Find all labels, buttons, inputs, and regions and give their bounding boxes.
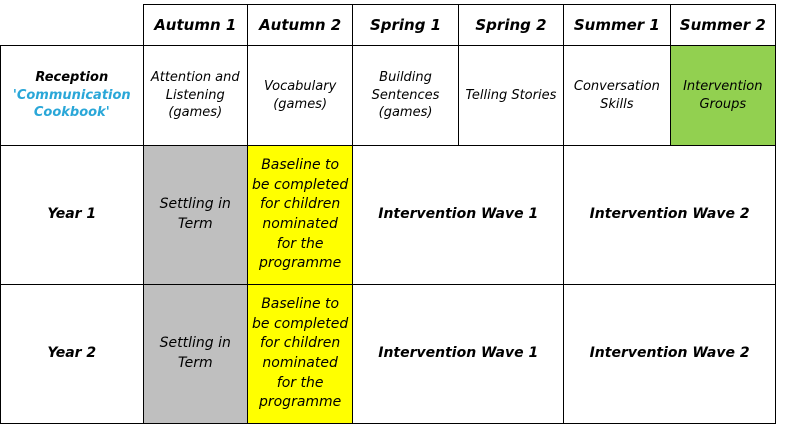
reception-summer-2: Intervention Groups (670, 46, 775, 146)
reception-autumn-2: Vocabulary (games) (247, 46, 352, 146)
header-autumn-2: Autumn 2 (247, 5, 352, 46)
reception-summer-1: Conversation Skills (564, 46, 670, 146)
year-1-label: Year 1 (1, 146, 144, 285)
reception-row (1, 46, 776, 146)
reception-subtitle: 'Communication Cookbook' (12, 87, 131, 121)
header-spring-1: Spring 1 (353, 5, 458, 46)
reception-autumn-1: Attention and Listening (games) (143, 46, 247, 146)
reception-title: Reception (35, 70, 109, 86)
year-1-wave-1-cell: Intervention Wave 1 (353, 146, 564, 285)
year-2-row (1, 285, 776, 424)
reception-spring-2: Telling Stories (458, 46, 563, 146)
reception-spring-1: Building Sentences (games) (353, 46, 458, 146)
year-1-wave-2-cell: Intervention Wave 2 (564, 146, 776, 285)
term-header-row (1, 5, 776, 46)
reception-label-cell (1, 46, 144, 146)
header-spring-2: Spring 2 (458, 5, 563, 46)
intervention-plan-table (0, 4, 776, 424)
header-summer-1: Summer 1 (564, 5, 670, 46)
year-2-baseline-cell: Baseline to be completed for children nominated for the programme (247, 285, 352, 424)
year-1-baseline-cell: Baseline to be completed for children nominated for the programme (247, 146, 352, 285)
header-autumn-1: Autumn 1 (143, 5, 247, 46)
corner-cell (1, 5, 144, 46)
header-summer-2: Summer 2 (670, 5, 775, 46)
year-2-wave-1-cell: Intervention Wave 1 (353, 285, 564, 424)
year-2-wave-2-cell: Intervention Wave 2 (564, 285, 776, 424)
year-2-settling-cell: Settling in Term (143, 285, 247, 424)
year-2-label: Year 2 (1, 285, 144, 424)
year-1-settling-cell: Settling in Term (143, 146, 247, 285)
year-1-row (1, 146, 776, 285)
